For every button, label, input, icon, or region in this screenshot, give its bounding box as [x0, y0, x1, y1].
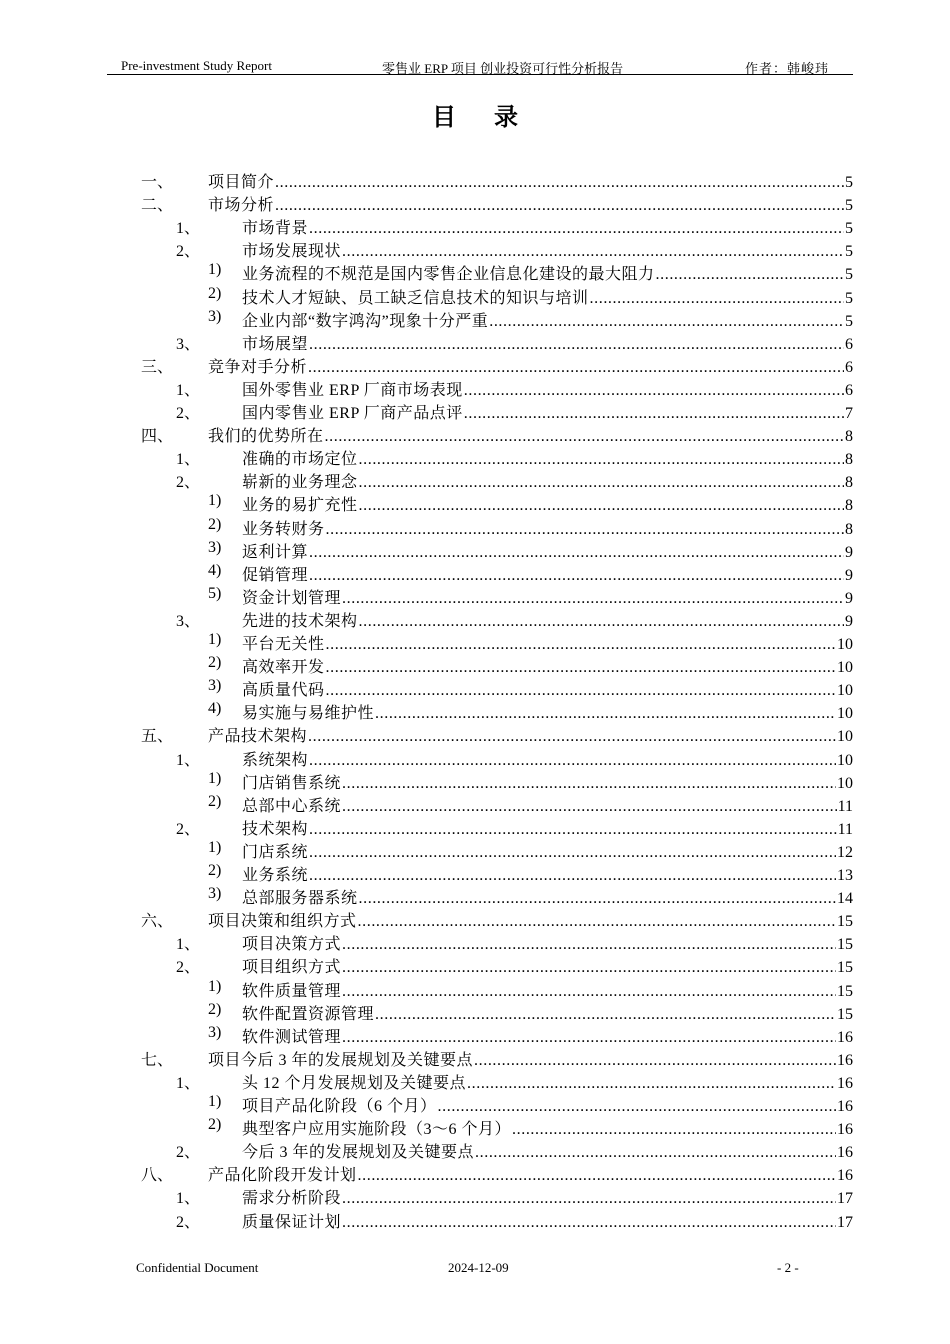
toc-dot-leader	[475, 1144, 836, 1162]
toc-entry-page: 8	[845, 520, 853, 538]
toc-entry[interactable]	[0, 1162, 950, 1185]
toc-entry[interactable]	[0, 516, 950, 539]
toc-entry-title: 我们的优势所在	[208, 428, 324, 446]
toc-entry-page: 14	[837, 890, 853, 908]
toc-entry-title: 门店系统	[242, 843, 309, 861]
toc-dot-leader	[309, 752, 836, 770]
toc-entry[interactable]	[0, 862, 950, 885]
toc-entry[interactable]	[0, 1139, 950, 1162]
toc-entry[interactable]	[0, 400, 950, 423]
toc-entry[interactable]	[0, 377, 950, 400]
toc-entry[interactable]	[0, 954, 950, 977]
toc-entry-number: 1)	[208, 769, 222, 787]
toc-entry-number: 2、	[176, 1144, 201, 1162]
toc-dot-leader	[358, 1167, 836, 1185]
toc-dot-leader	[512, 1121, 836, 1139]
toc-entry[interactable]	[0, 747, 950, 770]
toc-dot-leader	[359, 890, 836, 908]
toc-entry-number: 2)	[208, 515, 222, 533]
toc-entry[interactable]	[0, 816, 950, 839]
toc-dot-leader	[342, 959, 836, 977]
toc-entry-page: 8	[845, 428, 853, 446]
toc-entry-page: 15	[837, 913, 853, 931]
toc-entry-number: 1、	[176, 936, 201, 954]
toc-entry-number: 2、	[176, 243, 201, 261]
toc-entry-page: 5	[845, 289, 853, 307]
toc-entry-page: 10	[837, 682, 853, 700]
toc-entry-number: 1、	[176, 1190, 201, 1208]
toc-entry-title: 先进的技术架构	[242, 612, 358, 630]
toc-entry-title: 资金计划管理	[242, 589, 342, 607]
toc-entry[interactable]	[0, 562, 950, 585]
toc-dot-leader	[326, 521, 844, 539]
toc-dot-leader	[342, 1214, 836, 1232]
toc-entry-page: 12	[837, 843, 853, 861]
toc-entry-title: 业务系统	[242, 867, 309, 884]
toc-entry[interactable]	[0, 700, 950, 723]
toc-dot-leader	[342, 1029, 836, 1047]
toc-entry-number: 1、	[176, 751, 201, 769]
toc-entry-title: 典型客户应用实施阶段（3～6 个月）	[242, 1121, 512, 1139]
toc-entry-page: 15	[837, 959, 853, 977]
toc-entry-title: 产品化阶段开发计划	[208, 1167, 357, 1185]
toc-entry[interactable]	[0, 539, 950, 562]
toc-entry-title: 易实施与易维护性	[242, 705, 375, 723]
toc-entry-title: 项目产品化阶段（6 个月）	[242, 1098, 437, 1115]
toc-dot-leader	[464, 405, 844, 423]
toc-entry-title: 市场分析	[208, 197, 275, 215]
toc-dot-leader	[358, 913, 836, 931]
toc-entry-number: 2)	[208, 1116, 222, 1134]
toc-entry-title: 产品技术架构	[208, 728, 308, 746]
toc-entry-page: 15	[837, 936, 853, 954]
toc-dot-leader	[309, 821, 837, 839]
toc-entry[interactable]	[0, 423, 950, 446]
toc-entry-page: 16	[837, 1074, 853, 1092]
toc-entry-title: 软件测试管理	[242, 1028, 342, 1046]
toc-entry-title: 崭新的业务理念	[242, 474, 358, 492]
toc-entry[interactable]	[0, 608, 950, 631]
toc-entry[interactable]	[0, 908, 950, 931]
toc-entry-page: 9	[845, 543, 853, 561]
header-author: 作者：韩峻玮	[745, 61, 830, 76]
toc-entry-number: 2、	[176, 959, 201, 977]
footer-left-text: Confidential Document	[136, 1260, 259, 1275]
toc-dot-leader	[275, 174, 844, 192]
toc-entry-page: 10	[837, 659, 853, 677]
toc-entry[interactable]	[0, 654, 950, 677]
toc-dot-leader	[275, 197, 844, 215]
toc-entry-number: 4)	[208, 561, 222, 579]
toc-entry-number: 3、	[176, 612, 201, 630]
toc-entry-page: 16	[837, 1144, 853, 1162]
toc-entry-number: 一、	[141, 174, 174, 191]
toc-entry-page: 16	[837, 1167, 853, 1185]
footer-page-number: - 2 -	[777, 1260, 799, 1275]
toc-entry[interactable]	[0, 469, 950, 492]
footer-date: 2024-12-09	[448, 1260, 509, 1275]
toc-dot-leader	[309, 867, 836, 885]
toc-entry-page: 5	[845, 312, 853, 330]
toc-entry-number: 3)	[208, 538, 222, 556]
toc-entry-number: 2、	[176, 820, 201, 838]
toc-entry[interactable]	[0, 885, 950, 908]
toc-entry-number: 3、	[176, 335, 201, 353]
toc-entry-title: 项目今后 3 年的发展规划及关键要点	[208, 1051, 474, 1069]
toc-entry-title: 竞争对手分析	[208, 358, 308, 376]
toc-entry-number: 1)	[208, 977, 222, 995]
toc-entry[interactable]	[0, 169, 950, 192]
toc-entry-title: 准确的市场定位	[242, 451, 358, 469]
toc-dot-leader	[359, 613, 844, 631]
toc-entry[interactable]	[0, 585, 950, 608]
toc-entry-title: 门店销售系统	[242, 774, 342, 792]
toc-entry-page: 13	[837, 867, 853, 884]
toc-entry[interactable]	[0, 492, 950, 515]
toc-entry-title: 高质量代码	[242, 682, 325, 700]
toc-entry[interactable]	[0, 308, 950, 331]
toc-entry[interactable]	[0, 261, 950, 284]
toc-entry-number: 1)	[208, 261, 222, 279]
toc-entry-title: 业务转财务	[242, 520, 325, 538]
toc-entry[interactable]	[0, 1116, 950, 1139]
toc-entry-title: 高效率开发	[242, 659, 325, 677]
toc-entry[interactable]	[0, 677, 950, 700]
toc-entry[interactable]	[0, 285, 950, 308]
toc-entry-title: 企业内部“数字鸿沟”现象十分严重	[242, 312, 489, 330]
toc-entry-number: 1)	[208, 838, 222, 856]
page-header	[107, 56, 853, 75]
toc-entry-page: 7	[845, 405, 853, 422]
toc-entry-number: 2)	[208, 284, 222, 302]
toc-entry-title: 市场背景	[242, 220, 309, 238]
toc-entry-page: 5	[845, 197, 853, 215]
toc-dot-leader	[309, 220, 844, 238]
toc-entry[interactable]	[0, 1024, 950, 1047]
toc-entry-page: 10	[837, 751, 853, 769]
toc-entry-page: 9	[845, 612, 853, 630]
toc-entry[interactable]	[0, 354, 950, 377]
toc-entry-page: 5	[845, 266, 853, 284]
toc-entry-title: 头 12 个月发展规划及关键要点	[242, 1074, 467, 1092]
toc-entry-number: 2、	[176, 1213, 201, 1231]
toc-entry-number: 3)	[208, 307, 222, 325]
toc-dot-leader	[590, 290, 844, 308]
toc-entry[interactable]	[0, 1185, 950, 1208]
toc-dot-leader	[359, 497, 844, 515]
toc-entry-number: 3)	[208, 1023, 222, 1041]
toc-entry-page: 8	[845, 497, 853, 515]
toc-dot-leader	[359, 474, 844, 492]
toc-entry-number: 四、	[141, 428, 174, 446]
toc-entry-number: 1)	[208, 492, 222, 510]
toc-entry-page: 5	[845, 243, 853, 261]
toc-entry-title: 总部服务器系统	[242, 890, 358, 908]
toc-entry-number: 3)	[208, 885, 222, 903]
toc-dot-leader	[309, 567, 844, 585]
toc-dot-leader	[308, 359, 844, 377]
toc-dot-leader	[656, 266, 844, 284]
toc-entry-number: 二、	[141, 197, 174, 215]
toc-dot-leader	[326, 636, 836, 654]
toc-entry-number: 2)	[208, 1000, 222, 1018]
toc-entry-page: 15	[837, 1005, 853, 1023]
toc-entry-page: 5	[845, 174, 853, 191]
toc-entry-page: 15	[837, 982, 853, 1000]
toc-entry-title: 国外零售业 ERP 厂商市场表现	[242, 381, 463, 399]
toc-entry[interactable]	[0, 331, 950, 354]
toc-dot-leader	[375, 1006, 836, 1024]
toc-entry[interactable]	[0, 238, 950, 261]
header-left-text: Pre-investment Study Report	[121, 58, 272, 73]
toc-entry-number: 1、	[176, 220, 201, 238]
toc-entry-page: 6	[845, 335, 853, 353]
toc-entry-title: 项目组织方式	[242, 959, 342, 977]
header-document-title: 零售业 ERP 项目 创业投资可行性分析报告	[382, 61, 624, 76]
toc-dot-leader	[326, 659, 836, 677]
toc-dot-leader	[308, 728, 836, 746]
toc-entry-title: 需求分析阶段	[242, 1190, 342, 1208]
toc-entry-page: 8	[845, 474, 853, 492]
toc-entry-number: 1)	[208, 631, 222, 648]
toc-entry[interactable]	[0, 931, 950, 954]
toc-entry-page: 16	[837, 1051, 853, 1069]
toc-entry-title: 质量保证计划	[242, 1213, 342, 1231]
toc-entry-number: 六、	[141, 913, 174, 931]
toc-entry-page: 6	[845, 381, 853, 399]
toc-dot-leader	[342, 936, 836, 954]
toc-entry-title: 技术人才短缺、员工缺乏信息技术的知识与培训	[242, 289, 589, 307]
toc-entry-page: 10	[837, 728, 853, 746]
toc-entry-title: 市场发展现状	[242, 243, 342, 261]
toc-entry-page: 9	[845, 589, 853, 607]
toc-dot-leader	[375, 705, 836, 723]
toc-entry-page: 5	[845, 220, 853, 238]
toc-entry-title: 市场展望	[242, 335, 309, 353]
toc-entry[interactable]	[0, 446, 950, 469]
toc-entry[interactable]	[0, 1047, 950, 1070]
toc-entry-number: 1)	[208, 1093, 222, 1110]
toc-entry-title: 软件配置资源管理	[242, 1005, 375, 1023]
toc-dot-leader	[489, 313, 844, 331]
toc-entry-number: 三、	[141, 358, 174, 376]
toc-entry-page: 11	[837, 820, 853, 838]
toc-entry-number: 2)	[208, 654, 222, 672]
toc-dot-leader	[342, 798, 837, 816]
toc-entry-title: 促销管理	[242, 566, 309, 584]
toc-entry-title: 项目决策方式	[242, 936, 342, 954]
toc-entry[interactable]	[0, 1070, 950, 1093]
toc-entry-number: 4)	[208, 700, 222, 718]
toc-entry-number: 1、	[176, 451, 201, 469]
page-title: 目 录	[432, 105, 534, 131]
toc-entry-title: 业务的易扩充性	[242, 497, 358, 515]
toc-dot-leader	[309, 544, 844, 562]
toc-entry-title: 项目决策和组织方式	[208, 913, 357, 931]
toc-entry-page: 9	[845, 566, 853, 584]
toc-entry-number: 七、	[141, 1051, 174, 1069]
toc-dot-leader	[309, 336, 844, 354]
toc-entry[interactable]	[0, 192, 950, 215]
toc-entry[interactable]	[0, 793, 950, 816]
toc-dot-leader	[325, 428, 844, 446]
toc-dot-leader	[359, 451, 844, 469]
toc-dot-leader	[474, 1052, 836, 1070]
toc-dot-leader	[467, 1075, 836, 1093]
toc-entry-page: 16	[837, 1028, 853, 1046]
toc-entry-number: 5)	[208, 584, 222, 602]
toc-entry[interactable]	[0, 1093, 950, 1116]
toc-entry-number: 1、	[176, 1074, 201, 1092]
toc-dot-leader	[342, 775, 836, 793]
toc-entry-number: 2、	[176, 405, 201, 422]
toc-dot-leader	[438, 1098, 836, 1116]
toc-entry-title: 平台无关性	[242, 636, 325, 653]
toc-entry-title: 总部中心系统	[242, 797, 342, 815]
toc-entry-title: 项目简介	[208, 174, 275, 191]
toc-entry[interactable]	[0, 631, 950, 654]
toc-entry[interactable]	[0, 839, 950, 862]
toc-entry-number: 2)	[208, 862, 222, 879]
toc-entry-title: 今后 3 年的发展规划及关键要点	[242, 1144, 475, 1162]
toc-entry-number: 2)	[208, 792, 222, 810]
toc-entry[interactable]	[0, 770, 950, 793]
toc-entry[interactable]	[0, 723, 950, 746]
toc-entry-page: 16	[837, 1098, 853, 1115]
toc-dot-leader	[342, 1190, 836, 1208]
toc-entry-page: 16	[837, 1121, 853, 1139]
toc-entry-page: 10	[837, 636, 853, 653]
toc-dot-leader	[342, 243, 844, 261]
toc-entry-number: 八、	[141, 1167, 174, 1185]
toc-entry-title: 软件质量管理	[242, 982, 342, 1000]
toc-dot-leader	[342, 590, 844, 608]
toc-entry-number: 1、	[176, 381, 201, 399]
toc-entry-number: 3)	[208, 677, 222, 695]
toc-dot-leader	[326, 682, 836, 700]
toc-entry-number: 五、	[141, 728, 174, 746]
toc-entry-title: 返利计算	[242, 543, 309, 561]
toc-entry-title: 系统架构	[242, 751, 309, 769]
toc-entry-title: 国内零售业 ERP 厂商产品点评	[242, 405, 463, 422]
toc-entry[interactable]	[0, 1209, 950, 1232]
toc-entry-page: 11	[837, 797, 853, 815]
toc-entry-title: 技术架构	[242, 820, 309, 838]
toc-dot-leader	[464, 382, 844, 400]
toc-entry[interactable]	[0, 215, 950, 238]
toc-entry-page: 17	[837, 1190, 853, 1208]
toc-entry-page: 8	[845, 451, 853, 469]
toc-dot-leader	[309, 844, 836, 862]
toc-entry-title: 业务流程的不规范是国内零售企业信息化建设的最大阻力	[242, 266, 655, 284]
toc-entry[interactable]	[0, 1001, 950, 1024]
toc-entry-page: 10	[837, 774, 853, 792]
toc-entry-page: 6	[845, 358, 853, 376]
toc-entry[interactable]	[0, 978, 950, 1001]
toc-dot-leader	[342, 983, 836, 1001]
toc-entry-page: 10	[837, 705, 853, 723]
toc-entry-page: 17	[837, 1213, 853, 1231]
toc-entry-number: 2、	[176, 474, 201, 492]
